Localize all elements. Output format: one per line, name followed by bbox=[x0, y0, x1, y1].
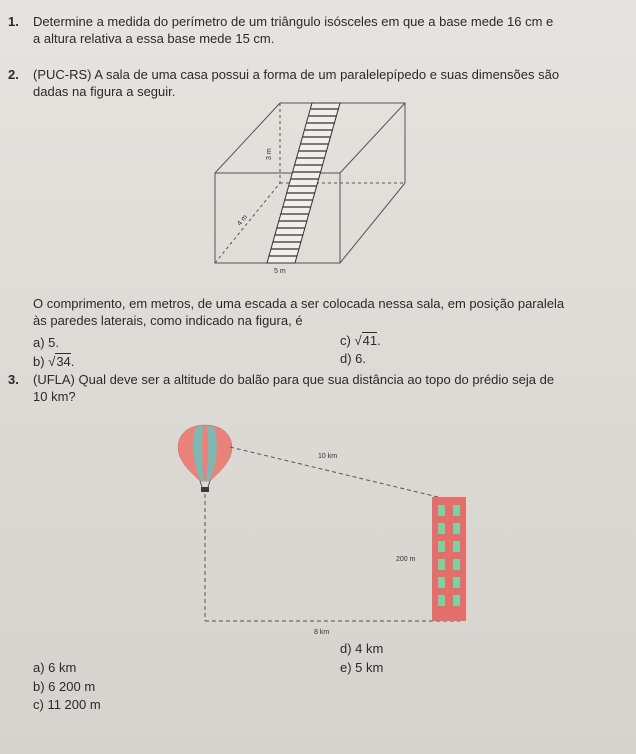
sqrt-41: √41. bbox=[354, 333, 381, 348]
radicand-41: 41 bbox=[362, 333, 378, 348]
balloon-building-figure bbox=[170, 415, 490, 640]
width-label: 5 m bbox=[274, 268, 286, 275]
radicand-34: 34 bbox=[56, 354, 71, 369]
q2-option-c bbox=[340, 333, 381, 349]
building-height-label: 200 m bbox=[396, 556, 416, 563]
q2-text-line3: O comprimento, em metros, de uma escada a ser colocada nessa sala, em posição paralela bbox=[33, 296, 565, 311]
q3-option-b: b) 6 200 m bbox=[33, 679, 96, 694]
q3-text-line1: (UFLA) Qual deve ser a altitude do balão para que sua distância ao topo do prédio seja de bbox=[33, 372, 555, 387]
q3-option-e: e) 5 km bbox=[340, 660, 384, 675]
q3-number: 3. bbox=[8, 372, 19, 387]
q2-text-line1: (PUC-RS) A sala de uma casa possui a forma de um paralelepípedo e suas dimensões são bbox=[33, 67, 560, 82]
q1-text-line1: Determine a medida do perímetro de um triângulo isósceles em que a base mede 16 cm e bbox=[33, 14, 554, 29]
q1-text-line2: a altura relativa a essa base mede 15 cm. bbox=[33, 31, 275, 46]
q2-text-line2: dadas na figura a seguir. bbox=[33, 84, 176, 99]
q3-option-c: c) 11 200 m bbox=[33, 697, 101, 712]
q1-number: 1. bbox=[8, 14, 19, 29]
q2-option-a: a) 5. bbox=[33, 335, 60, 350]
room-parallelepiped-figure bbox=[200, 98, 410, 278]
depth-label: 4 m bbox=[236, 213, 250, 228]
q2-option-b-prefix: b) bbox=[33, 354, 45, 369]
q2-number: 2. bbox=[8, 67, 19, 82]
sqrt-34: √34. bbox=[48, 354, 75, 369]
q3-text-line2: 10 km? bbox=[33, 389, 76, 404]
q3-option-d: d) 4 km bbox=[340, 641, 384, 656]
height-label: 3 m bbox=[266, 148, 273, 160]
q2-option-b bbox=[33, 354, 74, 370]
building-icon bbox=[432, 497, 466, 621]
q2-option-c-prefix: c) bbox=[340, 333, 351, 348]
hot-air-balloon-icon bbox=[178, 425, 232, 492]
hypotenuse-label: 10 km bbox=[318, 453, 338, 460]
q2-text-line4: às paredes laterais, como indicado na figura, é bbox=[33, 313, 303, 328]
q2-option-d: d) 6. bbox=[340, 351, 367, 366]
q3-option-a: a) 6 km bbox=[33, 660, 77, 675]
base-distance-label: 8 km bbox=[314, 629, 330, 636]
